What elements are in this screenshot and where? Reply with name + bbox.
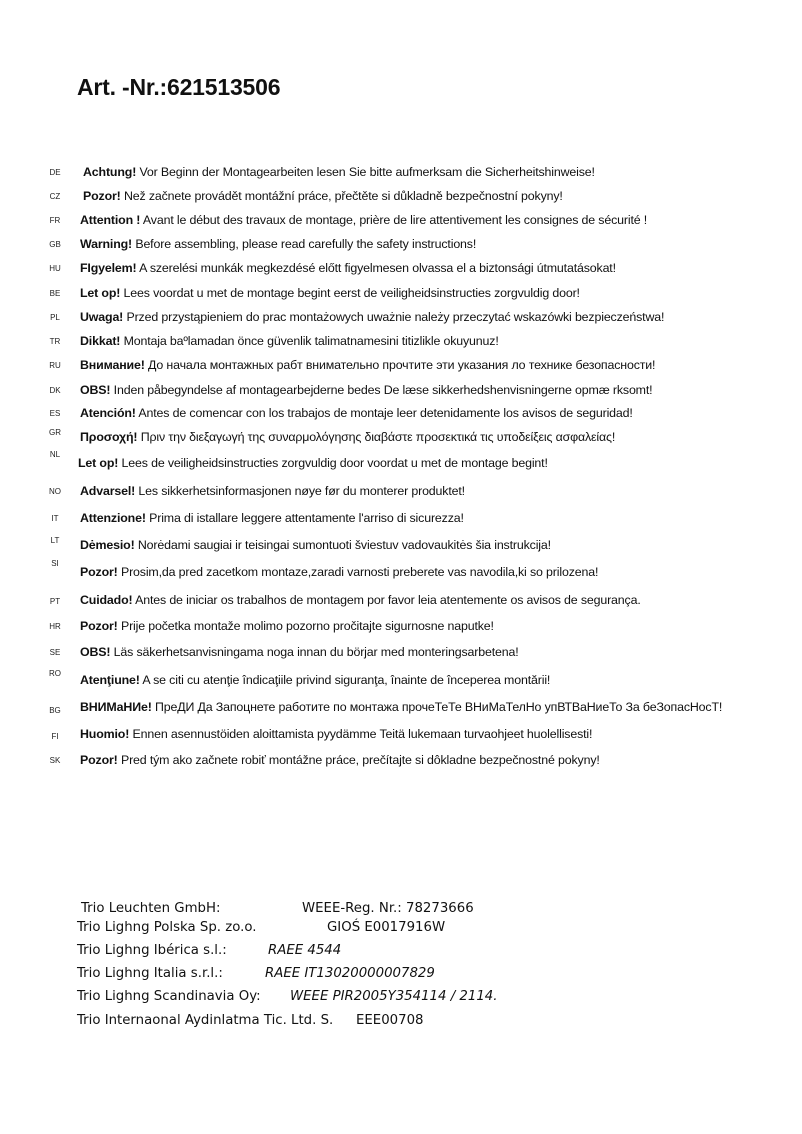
warning-row xyxy=(0,559,802,585)
warning-body: Norėdami saugiai ir teisingai sumontuoti šviestuv vadovaukitės šia instrukcija! xyxy=(134,538,551,552)
warning-row xyxy=(0,538,802,558)
warning-row xyxy=(0,593,802,613)
warning-text xyxy=(80,334,499,348)
warning-row xyxy=(0,753,802,773)
warning-row xyxy=(0,286,802,306)
registration-number: WEEE PIR2005Y354114 / 2114. xyxy=(290,989,498,1004)
language-code: HR xyxy=(49,622,61,631)
company-name: Trio Lighng Scandinavia Oy: xyxy=(77,989,261,1004)
warning-body: Les sikkerhetsinformasjonen nøye før du monterer produktet! xyxy=(135,484,465,498)
warning-row xyxy=(0,310,802,330)
warning-row xyxy=(0,450,802,476)
warning-label: Внимание! xyxy=(80,358,145,372)
warning-body: Lees de veiligheidsinstructies zorgvuldig door voordat u met de montage begint! xyxy=(118,456,548,470)
warning-text xyxy=(83,189,563,203)
warning-body: Przed przystąpieniem do prac montażowych uważnie należy przeczytać wskazówki bezpieczeństwa! xyxy=(123,310,665,324)
warning-text xyxy=(78,456,548,470)
warning-row xyxy=(0,213,802,233)
warning-body: Prije početka montaže molimo pozorno pročitajte sigurnosne naputke! xyxy=(117,619,494,633)
warning-text xyxy=(80,753,600,767)
warning-body: Prosim,da pred zacetkom montaze,zaradi varnosti preberete vas navodila,ki so prilozena! xyxy=(117,565,599,579)
language-code: GB xyxy=(49,240,61,249)
warning-label: Cuidado! xyxy=(80,593,133,607)
language-code: RU xyxy=(49,361,61,370)
language-code: GR xyxy=(49,428,61,437)
language-code: BE xyxy=(49,289,61,298)
warning-label: Dikkat! xyxy=(80,334,121,348)
warning-row xyxy=(0,165,802,185)
language-code: SI xyxy=(51,559,59,568)
warning-text xyxy=(80,383,652,397)
warning-label: OBS! xyxy=(80,645,111,659)
warning-label: Atenţiune! xyxy=(80,673,140,687)
warning-body: Montaja baºlamadan önce güvenlik talimatnamesini titizlikle okuyunuz! xyxy=(120,334,499,348)
registration-number: RAEE 4544 xyxy=(268,943,342,958)
warning-text xyxy=(80,565,598,579)
warning-body: A szerelési munkák megkezdésé előtt figyelmesen olvassa el a biztonsági útmutatásokat! xyxy=(136,261,616,275)
registration-number: EEE00708 xyxy=(356,1013,424,1028)
language-code: RO xyxy=(49,669,61,678)
language-code: SE xyxy=(49,648,61,657)
warning-label: Pozor! xyxy=(80,565,118,579)
warning-row xyxy=(0,645,802,665)
warning-body: Läs säkerhetsanvisningama noga innan du börjar med monteringsarbetena! xyxy=(110,645,519,659)
language-code: PL xyxy=(50,313,60,322)
warning-row xyxy=(0,406,802,426)
warning-text xyxy=(80,358,655,372)
warning-text xyxy=(83,165,595,179)
warning-text xyxy=(80,310,664,324)
warning-label: Huomio! xyxy=(80,727,130,741)
warning-label: Advarsel! xyxy=(80,484,136,498)
warning-text xyxy=(80,673,550,687)
warning-text xyxy=(80,700,722,714)
warning-label: Warning! xyxy=(80,237,133,251)
company-name: Trio Internaonal Aydinlatma Tic. Ltd. S. xyxy=(77,1013,334,1028)
language-code: PT xyxy=(49,597,61,606)
warning-body: A se citi cu atenţie îndicaţiile privind siguranţa, înainte de începerea montării! xyxy=(139,673,551,687)
language-code: IT xyxy=(51,514,59,523)
warning-body: Antes de comencar con los trabajos de montaje leer detenidamente los avisos de seguridad! xyxy=(135,406,633,420)
company-name: Trio Leuchten GmbH: xyxy=(81,901,221,916)
warning-label: Προσοχή! xyxy=(80,430,138,444)
warning-body: Antes de iniciar os trabalhos de montagem por favor leia atentemente os avisos de segurança. xyxy=(132,593,641,607)
warning-text xyxy=(80,213,647,227)
warning-label: ВНИМаНИе! xyxy=(80,700,152,714)
warning-text xyxy=(80,619,494,633)
warning-body: ПреДИ Да Запоцнете работите по монтажа прочеТеТе ВНиМаТелНо упВТВаНиеТо За беЗопасНосТ! xyxy=(151,700,723,714)
warning-label: Dėmesio! xyxy=(80,538,135,552)
company-name: Trio Lighng Italia s.r.l.: xyxy=(77,966,223,981)
warning-row xyxy=(0,237,802,257)
warning-text xyxy=(80,484,465,498)
language-code: SK xyxy=(49,756,61,765)
warning-label: Uwaga! xyxy=(80,310,124,324)
warning-row xyxy=(0,511,802,531)
warning-label: FIgyelem! xyxy=(80,261,137,275)
warning-row xyxy=(0,669,802,693)
warning-text xyxy=(80,237,476,251)
warning-row xyxy=(0,334,802,354)
registration-number: GIOŚ E0017916W xyxy=(327,920,446,935)
language-code: FR xyxy=(49,216,61,225)
warning-text xyxy=(80,538,551,552)
warning-body: Inden påbegyndelse af montagearbejderne bedes De læse sikkerhedshenvisningerne opmæ rksomt! xyxy=(110,383,653,397)
language-code: NO xyxy=(49,487,61,496)
language-code: LT xyxy=(50,536,60,545)
language-code: CZ xyxy=(49,192,61,201)
language-code: FI xyxy=(51,732,59,741)
warning-row xyxy=(0,383,802,403)
warning-row xyxy=(0,727,802,747)
language-code: DK xyxy=(49,386,61,395)
warning-text xyxy=(80,261,616,275)
warning-text xyxy=(80,593,641,607)
warning-body: Before assembling, please read carefully the safety instructions! xyxy=(132,237,477,251)
company-name: Trio Lighng Polska Sp. zo.o. xyxy=(77,920,257,935)
article-number: Art. -Nr.:621513506 xyxy=(77,74,281,100)
warning-row xyxy=(0,261,802,281)
warning-label: Pozor! xyxy=(80,619,118,633)
warning-label: Attenzione! xyxy=(80,511,146,525)
warning-label: Pozor! xyxy=(83,189,121,203)
warning-label: Attention ! xyxy=(80,213,141,227)
warning-text xyxy=(80,727,592,741)
warning-text xyxy=(80,286,580,300)
warning-body: Než začnete provádět montážní práce, přečtěte si důkladně bezpečnostní pokyny! xyxy=(120,189,563,203)
language-code: DE xyxy=(49,168,61,177)
warning-label: Pozor! xyxy=(80,753,118,767)
warning-row xyxy=(0,484,802,504)
registration-number: RAEE IT13020000007829 xyxy=(265,966,435,981)
warning-row xyxy=(0,358,802,378)
registration-number: WEEE-Reg. Nr.: 78273666 xyxy=(302,901,474,916)
warning-label: Atención! xyxy=(80,406,136,420)
warning-row xyxy=(0,700,802,720)
warning-body: Pred tým ako začnete robiť montážne práce, prečítajte si dôkladne bezpečnostné pokyny! xyxy=(117,753,600,767)
language-code: BG xyxy=(49,706,61,715)
warning-body: Vor Beginn der Montagearbeiten lesen Sie bitte aufmerksam die Sicherheitshinweise! xyxy=(136,165,595,179)
warning-label: Achtung! xyxy=(83,165,137,179)
warning-row xyxy=(0,619,802,639)
warning-label: OBS! xyxy=(80,383,111,397)
language-code: ES xyxy=(49,409,61,418)
warning-text xyxy=(80,645,519,659)
warning-body: Prima di istallare leggere attentamente l'arriso di sicurezza! xyxy=(145,511,464,525)
warning-body: Ennen asennustöiden aloittamista pyydämme Teitä lukemaan turvaohjeet huolellisesti! xyxy=(129,727,593,741)
warning-body: Lees voordat u met de montage begint eerst de veiligheidsinstructies zorgvuldig door! xyxy=(120,286,580,300)
warning-body: Πριν την διεξαγωγή της συναρμολόγησης διαβάστε προσεκτικά τις υποδείξεις ασφαλείας! xyxy=(137,430,616,444)
language-code: HU xyxy=(49,264,61,273)
warning-body: Avant le début des travaux de montage, prière de lire attentivement les consignes de sécurité ! xyxy=(140,213,648,227)
warning-row xyxy=(0,189,802,209)
warning-row xyxy=(0,430,802,450)
company-name: Trio Lighng Ibérica s.l.: xyxy=(77,943,227,958)
language-code: TR xyxy=(49,337,61,346)
language-code: NL xyxy=(49,450,61,459)
warning-label: Let op! xyxy=(78,456,119,470)
warning-label: Let op! xyxy=(80,286,121,300)
warning-text xyxy=(80,511,464,525)
warning-text xyxy=(80,430,615,444)
warning-text xyxy=(80,406,633,420)
warning-body: До начала монтажных рабт внимательно прочтите эти указания ло технике безопасности! xyxy=(144,358,656,372)
